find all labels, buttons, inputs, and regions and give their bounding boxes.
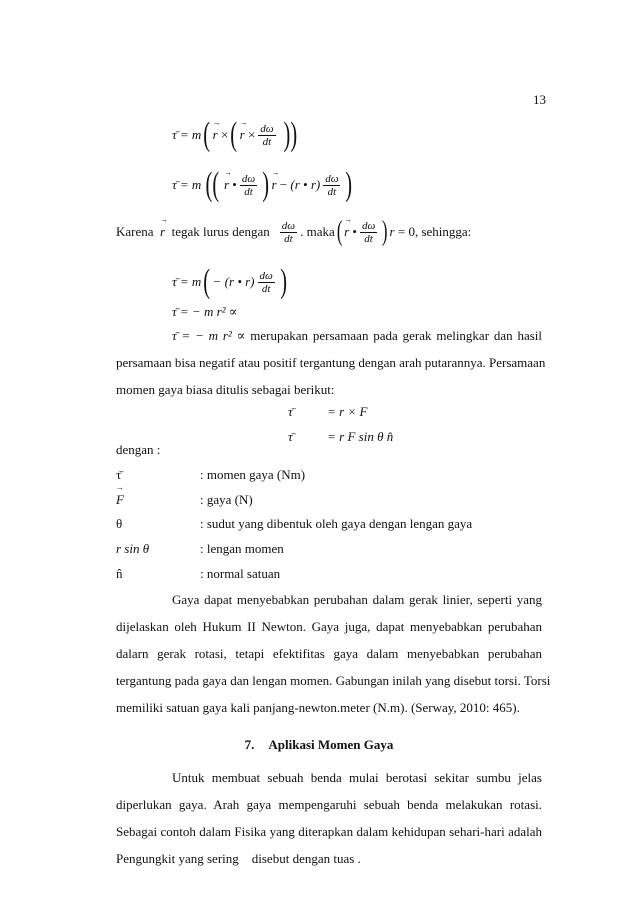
karena-r: → r [160,224,165,240]
equation-4 [172,304,238,320]
definition-term-3: θ [116,516,123,531]
eq1-times1: × [220,127,229,142]
karena-dot: • [352,224,357,239]
equation-2 [172,168,355,202]
eq1-times2: × [247,127,256,142]
eq3-paren-open: ( [203,263,211,300]
formula-2-rhs: = r F sin θ n̂ [327,429,394,444]
eq2-num2: dω [325,172,339,185]
paragraph-2-line-3: dalarn gerak rotasi, tetapi efektifitas gaya dalam menyebabkan perubahan [116,646,542,661]
page-number: 13 [533,92,546,107]
definition-desc-4: : lengan momen [200,541,284,556]
karena-den: dt [284,232,293,245]
definition-term-5: n̂ [116,566,123,581]
paragraph-3-line-2: diperlukan gaya. Arah gaya mempengaruhi sebuah benda melakukan rotasi. [116,797,542,812]
karena-post: = 0, sehingga: [397,224,472,239]
karena-num2: dω [361,219,376,232]
karena-fraction-1 [280,220,297,245]
karena-fraction-2 [360,220,377,245]
karena-line [116,218,471,246]
paragraph-2-line-2: dijelaskan oleh Hukum II Newton. Gaya juga, dapat menyebabkan perubahan [116,619,542,634]
eq1-paren-open: ( [203,116,211,153]
karena-paren-close: ) [382,216,388,247]
eq3-den: dt [261,282,271,295]
definition-desc-2: : gaya (N) [200,492,253,507]
definition-desc-1: : momen gaya (Nm) [200,467,306,482]
paragraph-2-line-4: tergantung pada gaya dan lengan momen. Gabungan inilah yang disebut torsi. Torsi [116,673,551,688]
eq1-lhs: τ̄ = m [172,127,202,142]
equation-1 [172,118,301,152]
eq2-rr: (r • r) [290,177,321,192]
section-heading [0,737,638,753]
formula-1 [288,404,367,420]
formula-1-lhs: τ̄ [288,404,293,419]
eq3-num: dω [259,269,273,282]
eq2-paren-close: ) [345,166,353,203]
formula-2-lhs: τ̄ [288,429,293,444]
eq1-paren-open-2: ( [230,116,238,153]
karena-pre: Karena [116,224,154,239]
eq1-r1: → r [213,127,218,143]
paragraph-3-line-1: Untuk membuat sebuah benda mulai berotasi sekitar sumbu jelas [172,770,542,785]
eq2-fraction-2 [323,173,340,198]
karena-num: dω [281,219,296,232]
eq3-lhs: τ̄ = m [172,274,202,289]
definition-term-2-text: → F [116,492,124,508]
paragraph-3-line-3: Sebagai contoh dalam Fisika yang diterapkan dalam kehidupan sehari-hari adalah [116,824,542,839]
eq2-dot1: • [232,177,237,192]
eq2-fraction-1 [240,173,257,198]
eq2-den2: dt [327,185,337,198]
p1-rest: merupakan persamaan pada gerak melingkar dan hasil [250,328,543,343]
karena-mid: tegak lurus dengan [171,224,270,239]
paragraph-1-line-3: momen gaya biasa ditulis sebagai berikut: [116,382,335,397]
paragraph-2-line-1: Gaya dapat menyebabkan perubahan dalam gerak linier, seperti yang [172,592,542,607]
equation-3 [172,265,289,299]
eq3-paren-close: ) [280,263,287,300]
eq2-r2: → r [271,177,276,193]
eq2-r1: → r [224,177,229,193]
karena-den2: dt [364,232,373,245]
formula-1-rhs: = r × F [327,404,368,419]
eq1-den: dt [262,135,272,148]
eq1-paren-close: )) [283,116,297,153]
paragraph-1-line-1 [172,328,542,344]
eq1-r2: → r [240,127,245,143]
definition-desc-5: : normal satuan [200,566,281,581]
eq2-den1: dt [244,185,253,198]
karena-maka: . maka [300,224,335,239]
paragraph-2-line-5: memiliki satuan gaya kali panjang-newton.meter (N.m). (Serway, 2010: 465). [116,700,520,715]
eq3-fraction [258,270,275,295]
p1-eq: τ̄ = − m r² ∝ [172,328,246,343]
eq2-paren-close-1: ) [262,166,270,203]
section-title: Aplikasi Momen Gaya [268,737,394,752]
karena-r3: r [389,224,395,239]
eq2-lhs: τ̄ = m [172,177,202,192]
definition-term-4: r sin θ [116,541,150,556]
eq2-num1: dω [241,172,256,185]
definition-desc-3: : sudut yang dibentuk oleh gaya dengan lengan gaya [200,516,473,531]
eq1-fraction [258,123,275,148]
section-number: 7. [244,737,255,752]
eq1-num: dω [260,122,274,135]
definition-term-1: τ̄ [116,467,122,482]
eq3-minus: − (r • r) [212,274,255,289]
karena-r2: → r [344,224,349,240]
eq4-text: τ̄ = − m r² ∝ [172,304,238,319]
definition-term-2 [116,492,124,508]
paragraph-1-line-2: persamaan bisa negatif atau positif tergantung dengan arah putarannya. Persamaan [116,355,546,370]
paragraph-3-line-4: Pengungkit yang sering disebut dengan tuas . [116,851,361,866]
dengan-label: dengan : [116,442,161,457]
eq2-paren-open: (( [205,166,220,203]
eq2-minus: − [279,177,288,192]
karena-paren-open: ( [336,216,343,247]
